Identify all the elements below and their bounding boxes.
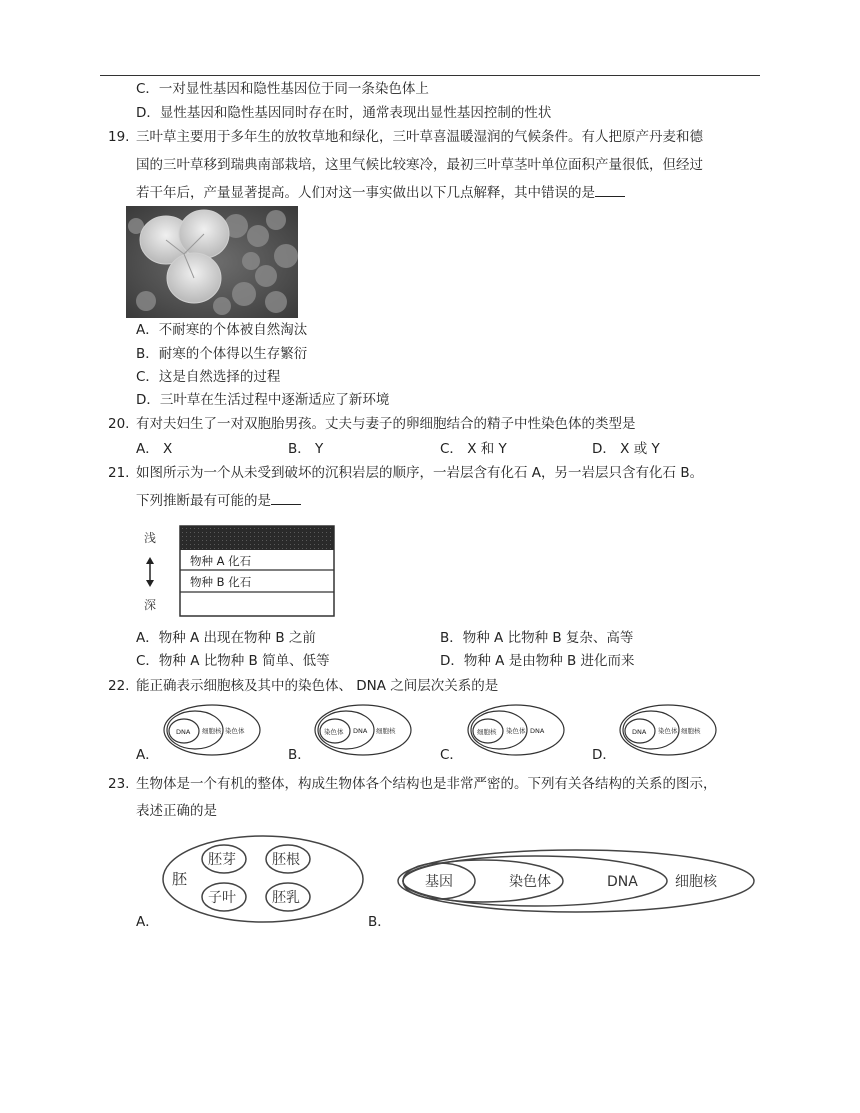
q19-stem-line2: 国的三叶草移到瑞典南部栽培，这里气候比较寒冷，最初三叶草茎叶单位面积产量很低，但经过 [136,157,703,173]
svg-text:染色体: 染色体 [509,874,551,890]
svg-text:基因: 基因 [425,874,453,890]
q22-diagram-c [466,703,566,761]
q21-option-c: C．物种 A 比物种 B 简单、低等 [136,653,330,669]
q19-number: 19. [108,129,130,145]
svg-text:细胞核: 细胞核 [202,727,222,735]
header-rule [100,75,760,76]
svg-text:DNA: DNA [607,874,638,890]
q23-stem-line2: 表述正确的是 [136,803,217,819]
layer-b-label: 物种 B 化石 [190,575,252,589]
layer-a-label: 物种 A 化石 [190,554,252,568]
answer-blank [271,492,301,505]
q21-number: 21. [108,465,130,481]
svg-text:染色体: 染色体 [324,728,344,736]
q20-number: 20. [108,416,130,432]
q21-stem-line1: 如图所示为一个从未受到破坏的沉积岩层的顺序，一岩层含有化石 A，另一岩层只含有化石 B。 [136,465,704,481]
svg-text:染色体: 染色体 [225,727,245,735]
q22-diagram-d [618,703,718,761]
clover-photo [126,206,298,318]
q22-option-a: A． [136,747,159,763]
q21-option-a: A．物种 A 出现在物种 B 之前 [136,630,316,646]
q20-option-a: A． X [136,441,173,457]
svg-text:细胞核: 细胞核 [477,728,497,736]
q21-option-d: D．物种 A 是由物种 B 进化而来 [440,653,635,669]
svg-text:胚芽: 胚芽 [208,852,236,868]
svg-text:染色体: 染色体 [658,727,678,735]
shallow-label: 浅 [144,531,157,545]
q22-diagram-a [162,703,262,761]
q23-option-a: A． [136,914,159,930]
top-dark-layer [180,526,334,550]
q19-stem-line3: 若干年后，产量显著提高。人们对这一事实做出以下几点解释，其中错误的是 [136,183,625,203]
q23-number: 23. [108,776,130,792]
q19-option-d: D．三叶草在生活过程中逐渐适应了新环境 [136,392,390,408]
q22-number: 22. [108,678,130,694]
q23-diagram-a [160,833,366,929]
rock-layers-figure [138,524,338,618]
q20-option-c: C． X 和 Y [440,441,507,457]
svg-text:DNA: DNA [176,728,191,736]
q19-option-a: A．不耐寒的个体被自然淘汰 [136,322,308,338]
q23-diagram-b [395,847,757,919]
svg-text:细胞核: 细胞核 [675,874,717,890]
q18-option-c: C．一对显性基因和隐性基因位于同一条染色体上 [136,81,429,97]
svg-text:细胞核: 细胞核 [376,727,396,735]
depth-arrow-icon [146,557,154,587]
q22-stem: 能正确表示细胞核及其中的染色体、 DNA 之间层次关系的是 [136,678,499,694]
svg-text:DNA: DNA [530,727,545,735]
deep-label: 深 [144,598,157,612]
embryo-label: 胚 [172,870,188,888]
answer-blank [595,184,625,197]
svg-text:胚乳: 胚乳 [272,890,300,906]
q19-stem-line1: 三叶草主要用于多年生的放牧草地和绿化，三叶草喜温暖湿润的气候条件。有人把原产丹麦和德 [136,129,703,145]
q20-stem: 有对夫妇生了一对双胞胎男孩。丈夫与妻子的卵细胞结合的精子中性染色体的类型是 [136,416,636,432]
q23-option-b: B． [368,914,391,930]
svg-text:胚根: 胚根 [272,852,300,868]
q22-diagram-b [313,703,413,761]
q22-option-b: B． [288,747,311,763]
svg-text:染色体: 染色体 [506,727,526,735]
svg-text:DNA: DNA [353,727,368,735]
svg-text:细胞核: 细胞核 [681,727,701,735]
q23-stem-line1: 生物体是一个有机的整体，构成生物体各个结构也是非常严密的。下列有关各结构的关系的图示， [136,776,717,792]
q18-option-d: D．显性基因和隐性基因同时存在时，通常表现出显性基因控制的性状 [136,105,552,121]
q21-stem-line2: 下列推断最有可能的是 [136,491,301,511]
q21-option-b: B．物种 A 比物种 B 复杂、高等 [440,630,634,646]
q20-option-d: D． X 或 Y [592,441,660,457]
q22-option-c: C． [440,747,463,763]
q19-option-b: B．耐寒的个体得以生存繁衍 [136,346,308,362]
svg-text:子叶: 子叶 [208,890,236,906]
q19-option-c: C．这是自然选择的过程 [136,369,281,385]
q20-option-b: B． Y [288,441,324,457]
svg-text:DNA: DNA [632,728,647,736]
q22-option-d: D． [592,747,616,763]
